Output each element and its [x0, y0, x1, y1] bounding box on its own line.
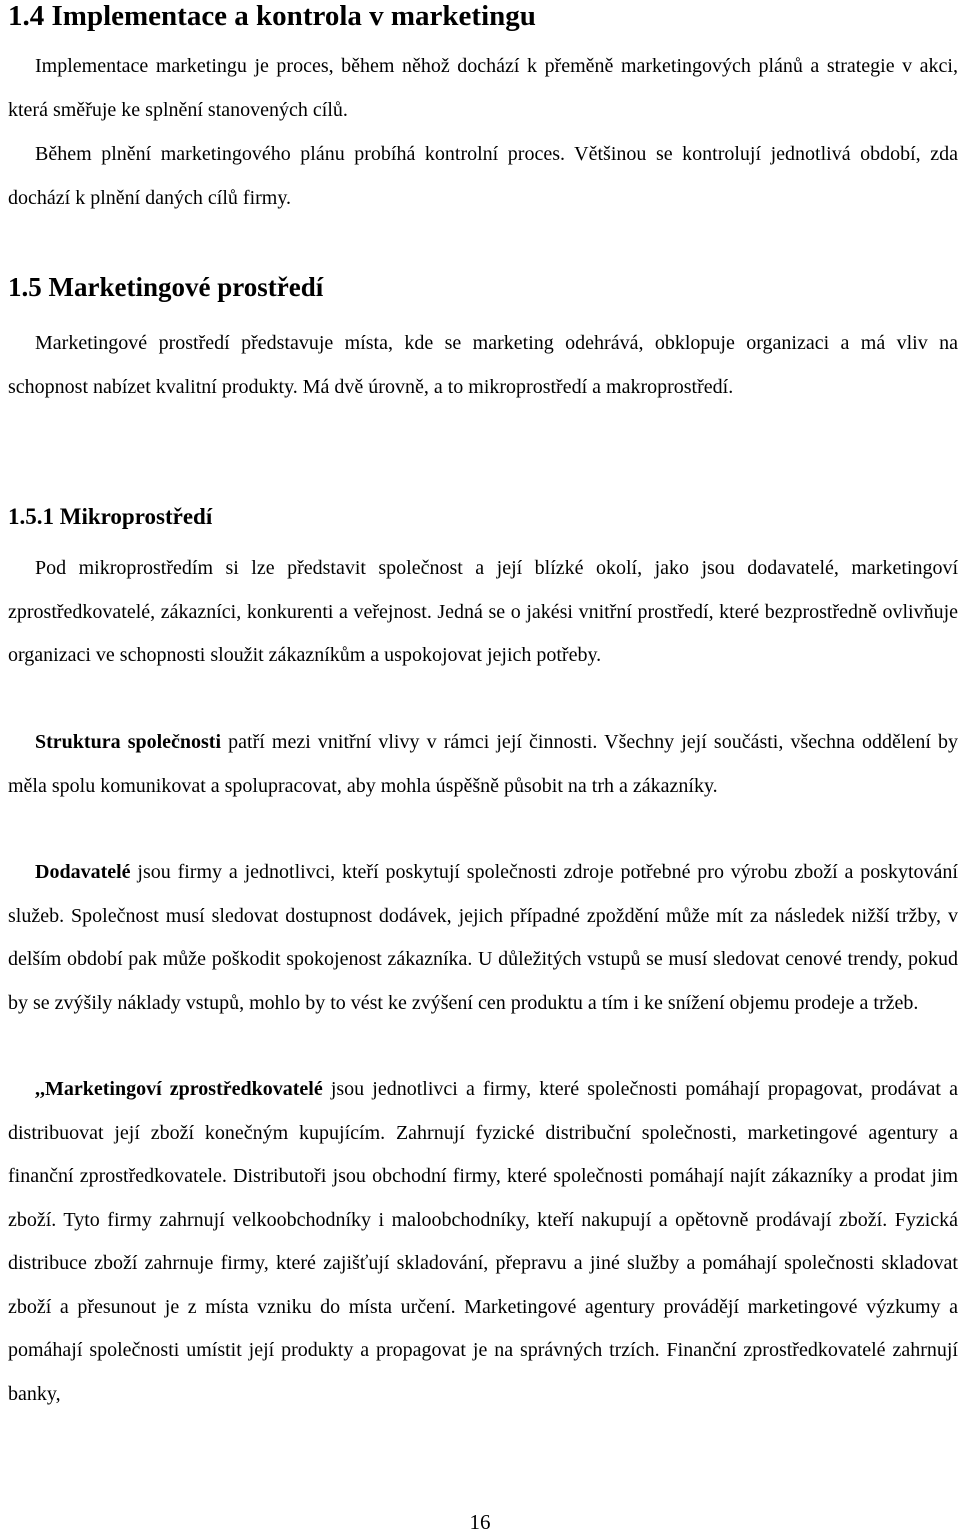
term-company-structure: Struktura společnosti — [35, 731, 222, 753]
section-heading-1-4: 1.4 Implementace a kontrola v marketingu — [8, 0, 536, 32]
text-suppliers: jsou firmy a jednotlivci, kteří poskytují společnosti zdroje potřebné pro výrobu zboží a poskytování služeb. Společnost musí sledovat dostupnost dodávek, jejich případné zpoždění může mít za následek nižší tržby, v delším období pak může poškodit spokojenost zákazníka. U důležitých vstupů se musí sledovat cenové trendy, pokud by se zvýšily náklady vstupů, mohlo by to vést ke zvýšení cen produktu a tím i ke snížení objemu prodeje a tržeb. — [8, 861, 958, 1014]
paragraph-environment: Marketingové prostředí představuje místa, kde se marketing odehrává, obklopuje organizaci a má vliv na schopnost nabízet kvalitní produkty. Má dvě úrovně, a to mikroprostředí a makroprostředí. — [8, 332, 958, 398]
text-intermediaries: jsou jednotlivci a firmy, které společnosti pomáhají propagovat, prodávat a distribuovat její zboží konečným kupujícím. Zahrnují fyzické distribuční společnosti, marketingové agentury a finanční zprostředkovatele. Distributoři jsou obchodní firmy, které společnosti pomáhají najít zákazníky a prodat jim zboží. Tyto firmy zahrnují velkoobchodníky i maloobchodníky, kteří nakupují a opětovně prodávají zboží. Fyzická distribuce zboží zahrnuje firmy, které zajišťují skladování, přepravu a jiné služby a pomáhají společnosti skladovat zboží a přesunout je z místa vzniku do místa určení. Marketingové agentury provádějí marketingové výzkumy a pomáhají společnosti umístit její produkty a propagovat je na správných trzích. Finanční zprostředkovatelé zahrnují banky, — [8, 1078, 958, 1405]
paragraph-intermediaries — [8, 1068, 958, 1416]
term-suppliers: Dodavatelé — [35, 861, 131, 883]
paragraph-suppliers — [8, 851, 958, 1025]
section-heading-1-5-1: 1.5.1 Mikroprostředí — [8, 504, 213, 529]
paragraph-implementation: Implementace marketingu je proces, během něhož dochází k přeměně marketingových plánů a strategie v akci, která směřuje ke splnění stanovených cílů. — [8, 55, 958, 121]
paragraph-microenvironment: Pod mikroprostředím si lze představit společnost a její blízké okolí, jako jsou dodavatelé, marketingoví zprostředkovatelé, zákazníci, konkurenti a veřejnost. Jedná se o jakési vnitřní prostředí, které bezprostředně ovlivňuje organizaci ve schopnosti sloužit zákazníkům a uspokojovat jejich potřeby. — [8, 557, 958, 666]
term-intermediaries: ,,Marketingoví zprostředkovatelé — [35, 1078, 323, 1100]
text-company-structure: patří mezi vnitřní vlivy v rámci její činnosti. Všechny její součásti, všechna oddělení by měla spolu komunikovat a spolupracovat, aby mohla úspěšně působit na trh a zákazníky. — [8, 731, 958, 797]
page-number: 16 — [469, 1510, 491, 1534]
paragraph-control: Během plnění marketingového plánu probíhá kontrolní proces. Většinou se kontrolují jednotlivá období, zda dochází k plnění daných cílů firmy. — [8, 143, 958, 209]
paragraph-company-structure — [8, 721, 958, 808]
section-heading-1-5: 1.5 Marketingové prostředí — [8, 272, 324, 302]
